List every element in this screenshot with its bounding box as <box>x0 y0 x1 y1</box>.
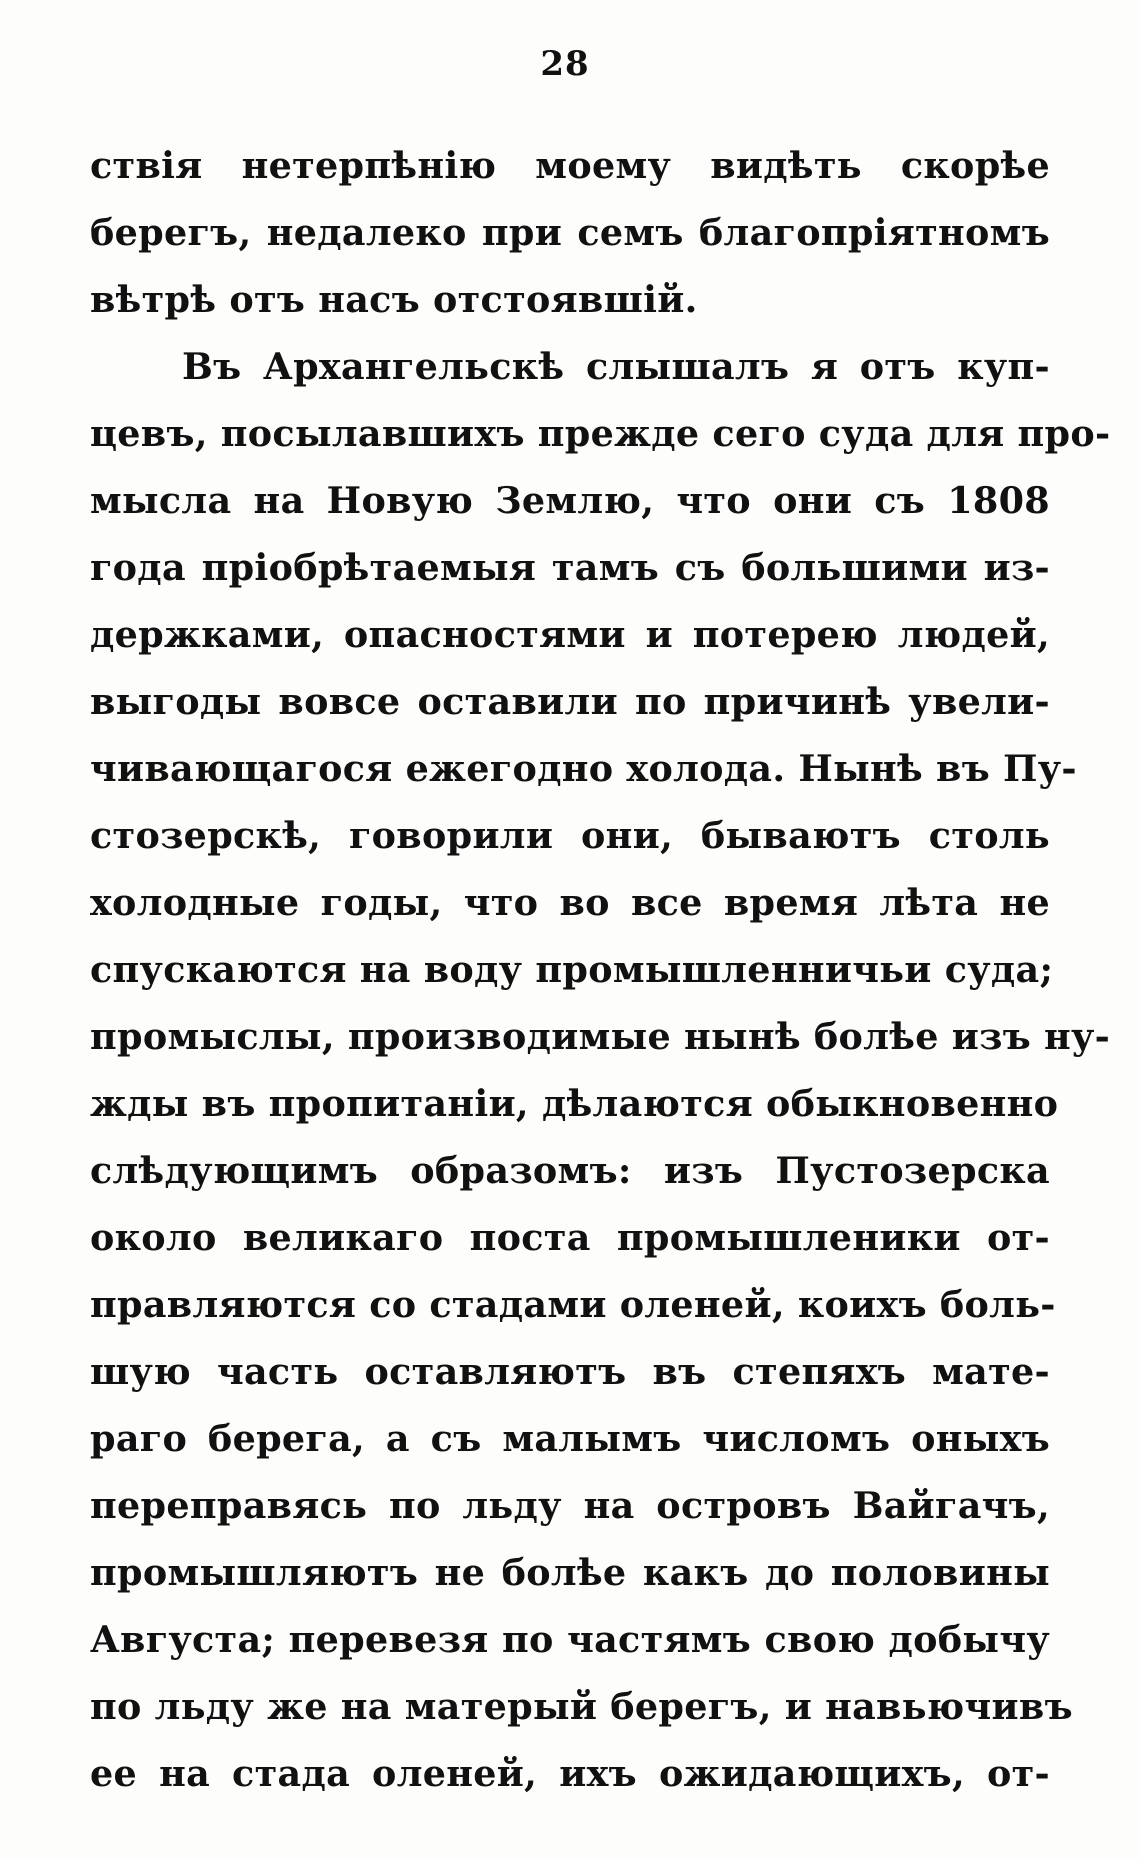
text-line: правляются со стадами оленей, коихъ боль- <box>90 1283 1056 1326</box>
text-line: слѣдующимъ образомъ: изъ Пустозерска <box>90 1149 1050 1192</box>
text-line: чивающагося ежегодно холода. Нынѣ въ Пу- <box>90 747 1077 790</box>
text-line: жды въ пропитаніи, дѣлаются обыкновенно <box>90 1082 1059 1125</box>
text-line: цевъ, посылавшихъ прежде сего суда для про- <box>90 412 1111 455</box>
text-line: выгоды вовсе оставили по причинѣ увели- <box>90 680 1050 723</box>
text-line: промышляютъ не болѣе какъ до половины <box>90 1551 1050 1594</box>
text-line: вѣтрѣ отъ насъ отстоявшій. <box>90 278 698 321</box>
text-line: держками, опасностями и потерею людей, <box>90 613 1050 656</box>
body-text <box>90 132 1111 1807</box>
text-line: раго берега, а съ малымъ числомъ оныхъ <box>90 1417 1050 1460</box>
text-line: шую часть оставляютъ въ степяхъ мате- <box>90 1350 1050 1393</box>
text-line: переправясь по льду на островъ Вайгачъ, <box>90 1484 1050 1527</box>
text-line: холодные годы, что во все время лѣта не <box>90 881 1050 924</box>
page-number: 28 <box>540 44 590 84</box>
text-line: ее на стада оленей, ихъ ожидающихъ, от- <box>90 1752 1050 1795</box>
text-line: около великаго поста промышленики от- <box>90 1216 1050 1259</box>
text-line: мысла на Новую Землю, что они съ 1808 <box>90 479 1050 522</box>
text-line: стозерскѣ, говорили они, бываютъ столь <box>90 814 1050 857</box>
text-line: промыслы, производимые нынѣ болѣе изъ ну- <box>90 1015 1111 1058</box>
text-line: ствія нетерпѣнію моему видѣть скорѣе <box>90 144 1050 187</box>
text-line: спускаются на воду промышленничьи суда; <box>90 948 1054 991</box>
text-line: года пріобрѣтаемыя тамъ съ большими из- <box>90 546 1050 589</box>
text-line: берегъ, недалеко при семъ благопріятномъ <box>90 211 1050 254</box>
text-line: Августа; перевезя по частямъ свою добычу <box>90 1618 1050 1661</box>
text-line: по льду же на матерый берегъ, и навьючивъ <box>90 1685 1073 1728</box>
text-line: Въ Архангельскѣ слышалъ я отъ куп- <box>182 345 1050 388</box>
